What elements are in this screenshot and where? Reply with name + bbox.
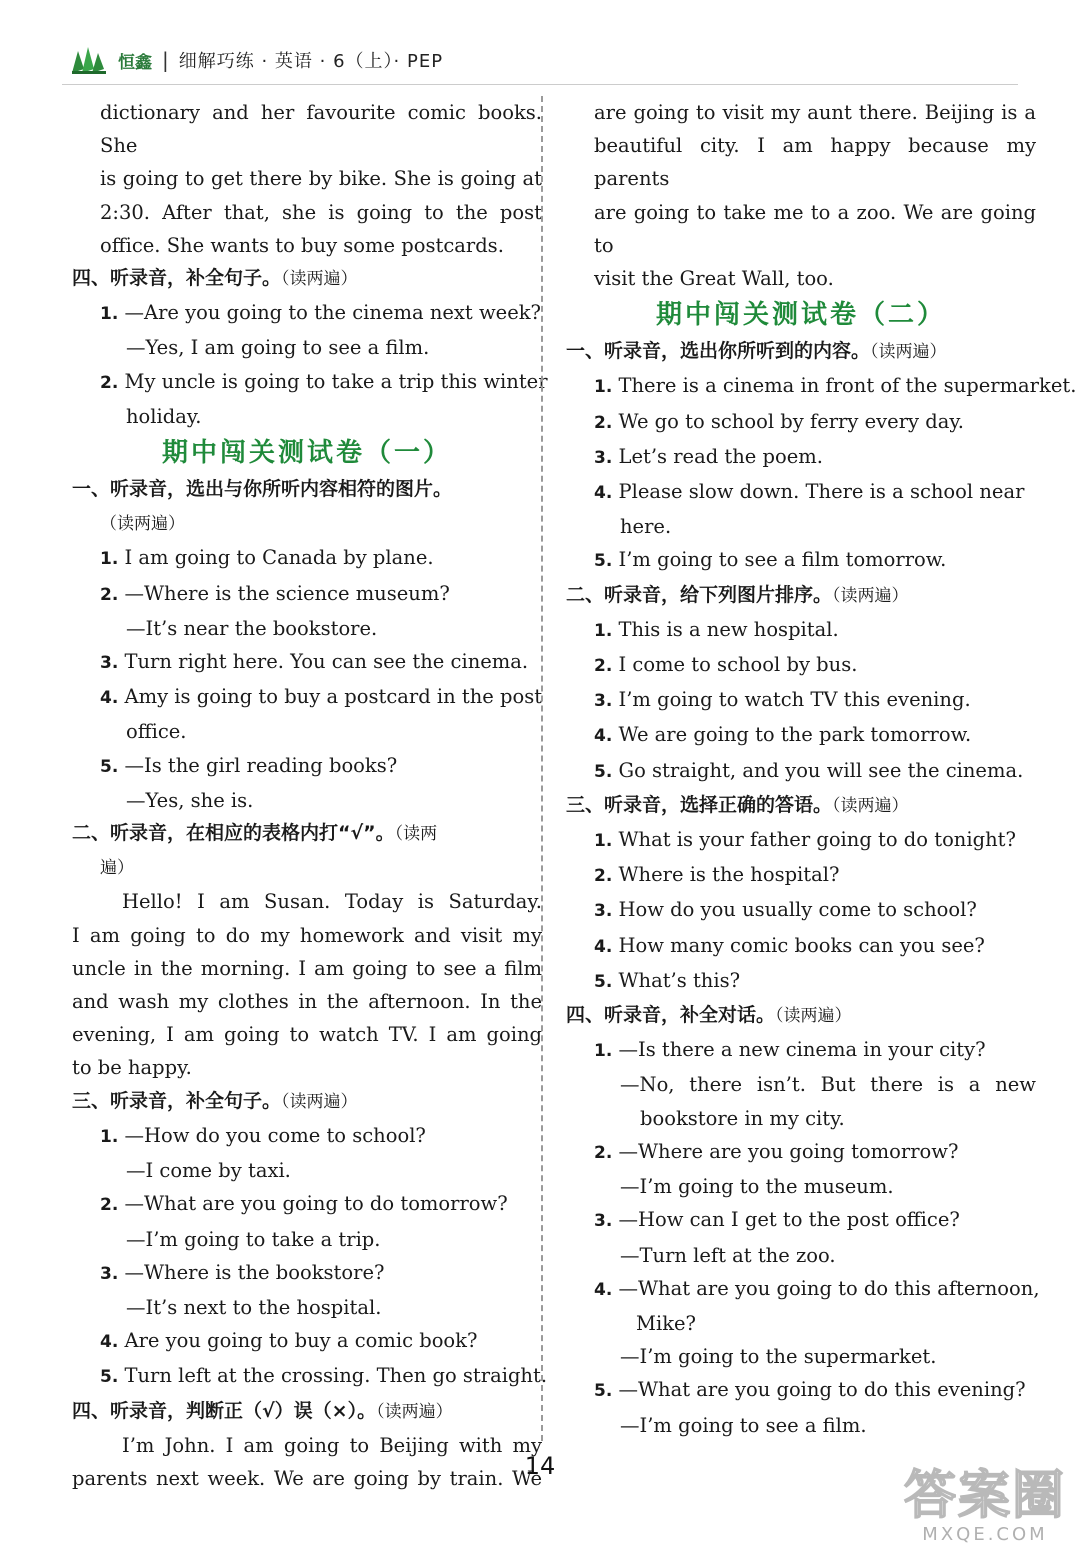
header-separator: | <box>162 48 169 72</box>
test-paper-title: 期中闯关测试卷（一） <box>161 438 452 469</box>
line-text: and wash my clothes in the afternoon. In the <box>72 990 542 1014</box>
text-line <box>566 1307 1036 1340</box>
question-item <box>566 648 1036 683</box>
line-text: to be happy. <box>72 1056 192 1080</box>
text-line <box>72 1291 542 1324</box>
question-number: 2. <box>594 866 613 887</box>
line-text: —I’m going to the supermarket. <box>620 1345 937 1369</box>
question-number: 1. <box>594 620 613 641</box>
question-item <box>72 577 542 612</box>
text-line <box>566 196 1036 262</box>
question-number: 1. <box>100 304 119 325</box>
question-item <box>566 1033 1036 1068</box>
page-header <box>70 40 443 80</box>
test-paper-title: 期中闯关测试卷（二） <box>655 300 946 331</box>
line-text: 2:30. After that, she is going to the post <box>100 200 542 224</box>
text-line <box>566 510 1036 543</box>
question-item <box>72 1187 542 1222</box>
text-line <box>566 129 1036 195</box>
question-number: 1. <box>594 831 613 852</box>
text-line <box>566 1170 1036 1203</box>
line-text: office. <box>126 720 187 744</box>
line-text: I’m John. I am going to Beijing with my <box>122 1433 542 1457</box>
left-column <box>72 96 548 1495</box>
question-item <box>566 440 1036 475</box>
section-heading-note: （读两遍） <box>775 1006 852 1027</box>
section-heading <box>566 335 1036 369</box>
question-item <box>566 1373 1036 1408</box>
text-line <box>72 952 542 985</box>
line-text: —How do you come to school? <box>118 1123 426 1147</box>
line-text: I am going to Canada by plane. <box>118 546 434 570</box>
line-text: —It’s near the bookstore. <box>126 616 378 640</box>
line-text: parents next week. We are going by train. We <box>72 1466 542 1490</box>
line-text: What is your father going to do tonight? <box>612 828 1016 852</box>
question-number: 2. <box>594 656 613 677</box>
question-number: 5. <box>594 971 613 992</box>
question-item <box>566 929 1036 964</box>
question-item <box>72 296 542 331</box>
text-line <box>72 1051 542 1084</box>
line-text: —Where is the bookstore? <box>118 1260 385 1284</box>
line-text: is going to get there by bike. She is going at <box>100 167 542 191</box>
question-number: 1. <box>100 549 119 570</box>
line-text: I am going to do my homework and visit my <box>72 923 542 947</box>
question-item <box>72 541 542 576</box>
text-line <box>72 985 542 1018</box>
text-line <box>72 919 542 952</box>
question-item <box>72 749 542 784</box>
line-text: —I’m going to the museum. <box>620 1175 894 1199</box>
line-text: beautiful city. I am happy because my parents <box>594 134 1036 191</box>
question-item <box>566 475 1036 510</box>
section-heading-text: 三、听录音，补全句子。 <box>72 1089 282 1112</box>
section-heading <box>72 1085 542 1119</box>
section-heading <box>72 1395 542 1429</box>
watermark-url: MXQE.COM <box>922 1524 1048 1545</box>
line-text: Go straight, and you will see the cinema. <box>612 758 1024 782</box>
section-heading-note: （读两遍） <box>100 514 185 535</box>
line-text: office. She wants to buy some postcards. <box>100 233 504 257</box>
question-item <box>566 1272 1040 1307</box>
question-item <box>72 1119 542 1154</box>
question-number: 5. <box>594 551 613 572</box>
line-text: —Yes, I am going to see a film. <box>126 336 430 360</box>
question-item <box>566 683 1036 718</box>
text-line <box>566 1102 1036 1135</box>
text-line <box>72 612 542 645</box>
line-text: What’s this? <box>612 968 741 992</box>
line-text: Mike? <box>636 1311 697 1335</box>
section-heading-note: （读两遍） <box>832 585 909 606</box>
section-heading-note: （读两 <box>394 824 438 845</box>
line-text: are going to take me to a zoo. We are going to <box>594 200 1036 257</box>
line-text: —Yes, she is. <box>126 788 254 812</box>
line-text: —Is the girl reading books? <box>118 753 398 777</box>
text-line <box>566 1068 1036 1101</box>
line-text: —It’s next to the hospital. <box>126 1295 382 1319</box>
line-text: —I come by taxi. <box>126 1159 291 1183</box>
line-text: here. <box>620 515 672 539</box>
page-number: 14 <box>524 1452 556 1480</box>
question-number: 3. <box>594 447 613 468</box>
text-line <box>72 229 542 262</box>
section-heading-note: （读两遍） <box>281 1091 358 1112</box>
section-heading-text: 四、听录音，补全句子。 <box>72 267 282 290</box>
line-text: Turn right here. You can see the cinema. <box>118 650 529 674</box>
watermark-main: 答案圈 <box>903 1466 1066 1526</box>
question-number: 2. <box>594 412 613 433</box>
section-heading-text: 四、听录音，补全对话。 <box>566 1004 776 1027</box>
text-line <box>72 1223 542 1256</box>
line-text: —Is there a new cinema in your city? <box>612 1038 986 1062</box>
watermark <box>904 1468 1066 1545</box>
question-number: 5. <box>594 761 613 782</box>
line-text: How many comic books can you see? <box>612 933 985 957</box>
publisher-logo <box>70 45 152 75</box>
text-line <box>72 715 542 748</box>
text-line <box>72 1018 542 1051</box>
question-number: 2. <box>594 1142 613 1163</box>
line-text: There is a cinema in front of the supermarket. <box>612 374 1077 398</box>
question-number: 3. <box>100 653 119 674</box>
question-number: 4. <box>594 483 613 504</box>
question-item <box>566 543 1036 578</box>
question-number: 2. <box>100 584 119 605</box>
question-item <box>566 1135 1036 1170</box>
section-heading <box>566 579 1036 613</box>
question-number: 2. <box>100 1195 119 1216</box>
section-heading-note: （读两遍） <box>870 342 947 363</box>
line-text: How do you usually come to school? <box>612 898 977 922</box>
section-heading <box>72 851 542 885</box>
section-heading-text: 一、听录音，选出与你所听内容相符的图片。 <box>72 478 453 501</box>
line-text: bookstore in my city. <box>640 1106 845 1130</box>
section-heading <box>72 507 542 541</box>
line-text: —What are you going to do tomorrow? <box>118 1192 508 1216</box>
section-heading-text: 二、听录音，在相应的表格内打“√”。 <box>72 822 395 845</box>
text-line <box>72 784 542 817</box>
question-item <box>72 1359 548 1394</box>
line-text: We go to school by ferry every day. <box>612 409 964 433</box>
section-heading-note: 遍） <box>100 858 134 879</box>
question-number: 4. <box>594 726 613 747</box>
question-number: 1. <box>100 1126 119 1147</box>
line-text: Amy is going to buy a postcard in the post <box>118 685 543 709</box>
question-item <box>72 680 542 715</box>
text-line <box>72 196 542 229</box>
question-item <box>72 645 542 680</box>
line-text: I come to school by bus. <box>612 653 858 677</box>
line-text: —Where is the science museum? <box>118 581 450 605</box>
section-heading-text: 一、听录音，选出你所听到的内容。 <box>566 340 871 363</box>
line-text: I’m going to see a film tomorrow. <box>612 548 947 572</box>
question-item <box>72 365 548 400</box>
question-number: 4. <box>100 688 119 709</box>
line-text: evening, I am going to watch TV. I am going <box>72 1023 542 1047</box>
question-item <box>566 718 1036 753</box>
section-heading <box>566 999 1036 1033</box>
question-number: 3. <box>594 1211 613 1232</box>
question-item <box>566 964 1036 999</box>
text-line <box>566 1239 1036 1272</box>
line-text: —Turn left at the zoo. <box>620 1243 836 1267</box>
question-item <box>566 893 1036 928</box>
line-text: My uncle is going to take a trip this winter <box>118 369 548 393</box>
book-title: 细解巧练 · 英语 · 6（上）· PEP <box>178 51 444 72</box>
line-text: visit the Great Wall, too. <box>594 267 834 291</box>
section-heading-text: 四、听录音，判断正（√）误（×）。 <box>72 1399 377 1422</box>
question-item <box>72 1324 542 1359</box>
question-number: 5. <box>100 756 119 777</box>
line-text: Let’s read the poem. <box>612 444 823 468</box>
line-text: We are going to the park tomorrow. <box>612 723 972 747</box>
section-heading <box>566 789 1036 823</box>
question-item <box>566 369 1077 404</box>
line-text: holiday. <box>126 404 202 428</box>
line-text: —Are you going to the cinema next week? <box>118 301 542 325</box>
line-text: —What are you going to do this afternoon, <box>612 1276 1040 1300</box>
line-text: Turn left at the crossing. Then go straight. <box>118 1364 548 1388</box>
line-text: dictionary and her favourite comic books. She <box>100 101 542 158</box>
question-item <box>566 858 1036 893</box>
question-item <box>566 1203 1036 1238</box>
question-number: 4. <box>594 1279 613 1300</box>
text-line <box>566 1409 1036 1442</box>
line-text: I’m going to watch TV this evening. <box>612 688 971 712</box>
line-text: —Where are you going tomorrow? <box>612 1139 959 1163</box>
line-text: Are you going to buy a comic book? <box>118 1329 478 1353</box>
line-text: —How can I get to the post office? <box>612 1208 960 1232</box>
text-line <box>566 96 1036 129</box>
question-item <box>566 823 1036 858</box>
question-number: 4. <box>100 1332 119 1353</box>
text-line <box>72 162 542 195</box>
brand-name: 恒鑫 <box>118 52 152 73</box>
line-text: Hello! I am Susan. Today is Saturday. <box>122 890 542 914</box>
section-heading <box>72 473 542 507</box>
line-text: Please slow down. There is a school near <box>612 480 1025 504</box>
question-item <box>566 613 1036 648</box>
question-number: 4. <box>594 936 613 957</box>
question-item <box>566 754 1036 789</box>
text-line <box>72 1154 542 1187</box>
text-line <box>72 96 542 162</box>
section-heading-note: （读两遍） <box>376 1401 453 1422</box>
question-number: 1. <box>594 1041 613 1062</box>
text-line <box>72 885 542 918</box>
question-number: 5. <box>100 1367 119 1388</box>
right-column <box>566 96 1077 1442</box>
line-text: —What are you going to do this evening? <box>612 1378 1026 1402</box>
section-heading-text: 三、听录音，选择正确的答语。 <box>566 793 833 816</box>
line-text: uncle in the morning. I am going to see a film <box>72 956 542 980</box>
question-item <box>72 1256 542 1291</box>
section-heading-note: （读两遍） <box>281 269 358 290</box>
section-heading <box>72 817 542 851</box>
section-heading-note: （读两遍） <box>832 795 909 816</box>
question-number: 3. <box>594 901 613 922</box>
section-heading-text: 二、听录音，给下列图片排序。 <box>566 583 833 606</box>
question-number: 1. <box>594 377 613 398</box>
text-line <box>566 262 1036 295</box>
question-number: 5. <box>594 1381 613 1402</box>
line-text: This is a new hospital. <box>612 617 839 641</box>
line-text: are going to visit my aunt there. Beijing is a <box>594 101 1036 124</box>
book-logo-icon <box>70 45 114 75</box>
line-text: Where is the hospital? <box>612 863 840 887</box>
line-text: —No, there isn’t. But there is a new <box>620 1073 1036 1097</box>
question-number: 3. <box>594 691 613 712</box>
line-text: —I’m going to see a film. <box>620 1413 867 1437</box>
question-number: 3. <box>100 1263 119 1284</box>
question-number: 2. <box>100 372 119 393</box>
column-divider <box>541 96 543 1441</box>
text-line <box>566 1340 1036 1373</box>
text-line <box>72 400 542 433</box>
section-heading <box>72 262 542 296</box>
header-rule <box>62 84 1018 85</box>
text-line <box>72 331 542 364</box>
question-item <box>566 405 1036 440</box>
line-text: —I’m going to take a trip. <box>126 1227 381 1251</box>
